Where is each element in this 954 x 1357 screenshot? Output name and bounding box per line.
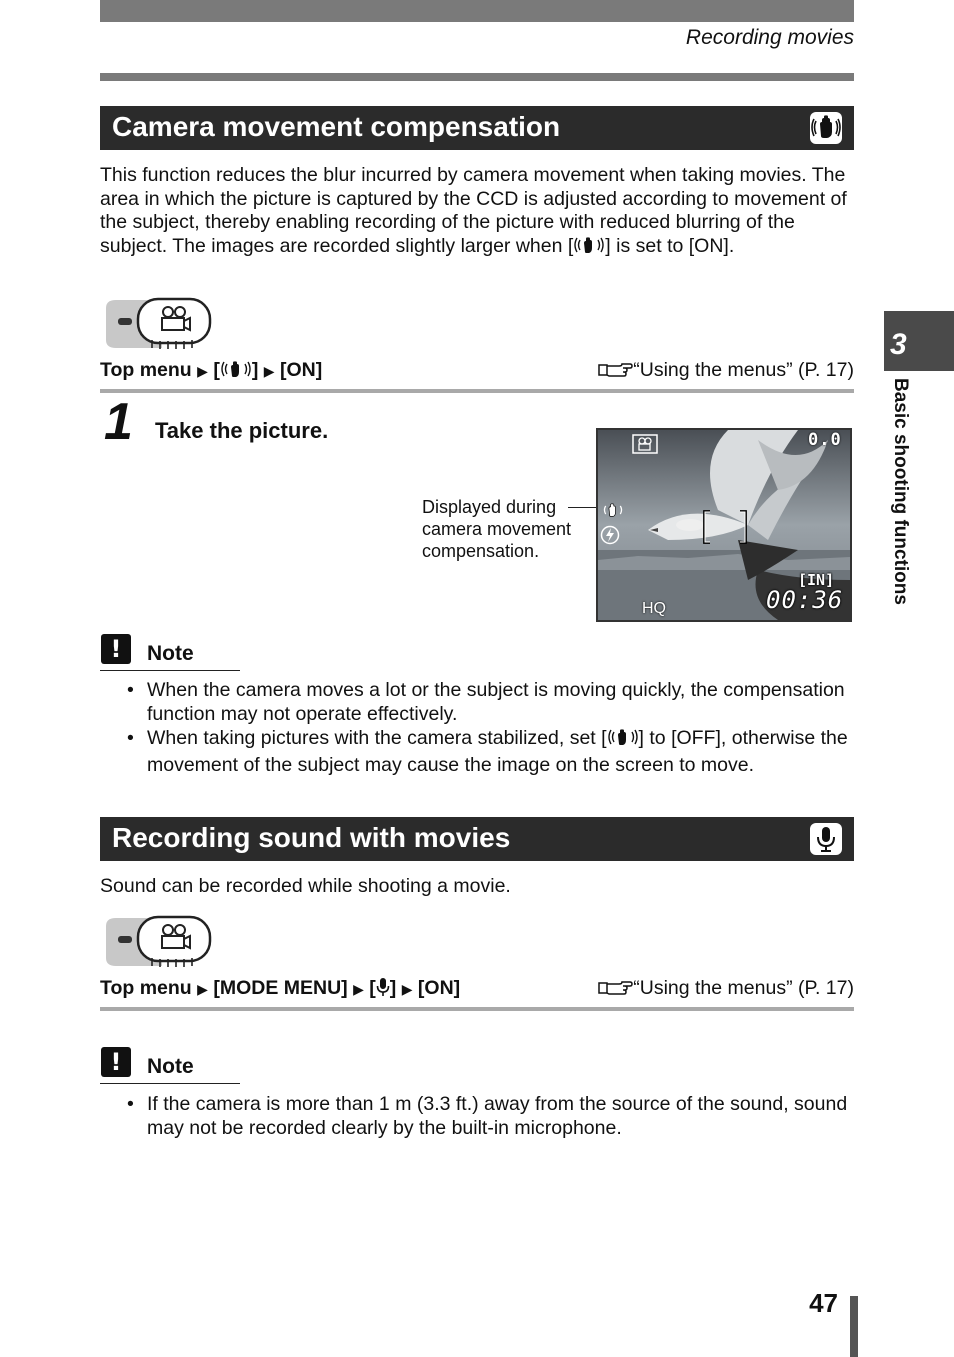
flash-off-icon [600,525,620,550]
recording-time: 00:36 [766,586,844,614]
pointing-hand-icon [597,977,633,1003]
stabilizer-state: [IN] [798,571,835,589]
para-text: This function reduces the blur incurred by camera movement when taking movies. The area in which the picture is captured by the CCD is adjusted according to movement of the subject, thereby enabling recording of the picture with reduced blurring of the subject. The images are recorded slightly larger when [ [100,164,847,257]
arrow-icon: ▶ [353,981,364,997]
camera-screen [596,428,852,622]
af-target-mark [702,510,748,549]
page-bar [850,1296,858,1357]
note-heading [100,1047,240,1084]
menu-reference [597,977,854,1003]
chapter-number: 3 [890,328,907,361]
para-text: ] is set to [ON]. [605,234,735,257]
menu-path-stabilizer [100,359,322,385]
menu-path-text: ] [389,977,397,999]
header-rule [100,73,854,81]
movie-mode-dial-icon [102,296,214,357]
note-text: When taking pictures with the camera stabilized, set [ [147,727,607,749]
exclamation-icon: ! [101,634,131,664]
note-heading [100,634,240,671]
step-number: 1 [104,393,133,451]
list-item: • When the camera moves a lot or the subject is moving quickly, the compensation function may not operate effectively. [127,679,854,726]
chapter-label: Basic shooting functions [890,378,911,605]
note-label: Note [147,642,194,665]
hand-stabilizer-icon [573,235,605,262]
arrow-icon: ▶ [197,363,208,379]
menu-ref-text: “Using the menus” (P. 17) [633,359,854,381]
microphone-icon [376,977,390,1003]
note-text: ] to [OFF], otherwise the movement of the subject may cause the image on the screen to move. [147,727,848,776]
section-title: Camera movement compensation [112,111,561,142]
menu-path-text: [ [369,977,376,999]
hand-stabilizer-icon [607,727,639,754]
hand-stabilizer-icon [810,112,842,144]
pointing-hand-icon [597,359,633,385]
screen-caption: Displayed during camera movement compensation. [422,497,572,561]
section-header-camera-movement [100,106,854,150]
menu-ref-text: “Using the menus” (P. 17) [633,977,854,999]
menu-path-sound [100,977,460,1003]
note-list [127,679,854,778]
section2-paragraph: Sound can be recorded while shooting a movie. [100,875,511,897]
menu-path-text: [ON] [417,977,461,999]
quality-mode: HQ [642,600,666,617]
section1-paragraph [100,164,854,261]
list-item: • If the camera is more than 1 m (3.3 ft.) away from the source of the sound, sound may not be recorded clearly by the built-in microphone. [127,1093,854,1140]
menu-path-text: [ [213,359,220,381]
movie-mode-dial-icon [102,914,214,975]
menu-path-text: Top menu [100,359,192,381]
menu-path-text: [MODE MENU] [213,977,348,999]
note-list [127,1093,854,1141]
menu-path-text: ] [251,359,259,381]
movie-mode-icon [632,434,658,459]
page-number: 47 [809,1288,838,1318]
note-label: Note [147,1055,194,1078]
microphone-icon [810,823,842,855]
top-bar [100,0,854,22]
stabilizer-indicator-icon [600,500,626,525]
arrow-icon: ▶ [401,981,413,997]
menu-path-text: Top menu [100,977,192,999]
running-head: Recording movies [685,26,854,49]
section-header-recording-sound [100,817,854,861]
arrow-icon: ▶ [197,981,208,997]
menu-rule [100,389,854,393]
exclamation-icon: ! [101,1047,131,1077]
menu-rule [100,1007,854,1011]
arrow-icon: ▶ [263,363,275,379]
step-text: Take the picture. [155,418,329,443]
menu-reference [597,359,854,385]
list-item [127,727,854,777]
menu-path-text: [ON] [279,359,323,381]
caption-leader-line [568,507,598,508]
exposure-value: 0.0 [808,430,842,450]
hand-stabilizer-icon [220,359,252,385]
section-title: Recording sound with movies [112,822,511,853]
